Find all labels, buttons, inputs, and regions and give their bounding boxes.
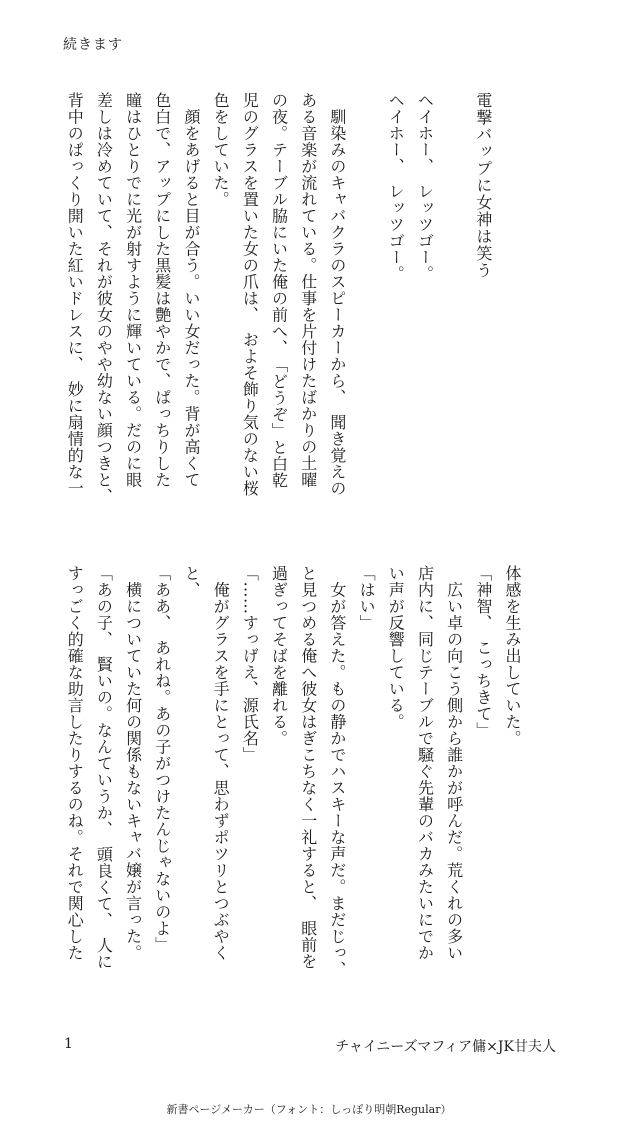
text-column: 馴染みのキャバクラのスピーカーから、 聞き覚えの [327, 92, 347, 497]
bottom-text-block [60, 565, 527, 995]
text-column: 「はい」 [357, 565, 377, 631]
text-column: い声が反響している。 [386, 565, 406, 730]
text-column: ある音楽が流れている。仕事を片付けたばかりの土曜 [298, 92, 318, 488]
text-column: 顔をあげると目が合う。いい女だった。背が高くて [181, 92, 201, 488]
text-column: 「あの子、 賢いの。なんていうか、 頭良くて、 人に [94, 565, 114, 970]
text-column: 広い卓の向こう側から誰かが呼んだ。荒くれの多い [444, 565, 464, 961]
text-column: すっごく的確な助言したりするのね。それで関心した [65, 565, 85, 961]
text-column: 児のグラスを置いた女の爪は、 およそ飾り気のない桜 [240, 92, 260, 497]
text-column: 色をしていた。 [211, 92, 231, 208]
text-column: ヘイホー、 レッツゴー。 [415, 92, 435, 282]
text-column [439, 92, 468, 520]
text-column [352, 92, 381, 520]
text-column: 横についていた何の関係もないキャバ嬢が言った。 [123, 565, 143, 961]
text-column: 女が答えた。もの静かでハスキーな声だ。まだじっ、 [327, 565, 347, 978]
top-text-block [60, 92, 498, 520]
page-number: 1 [64, 1036, 73, 1052]
text-column: 背中のぱっくり開いた紅いドレスに、 妙に扇情的な一 [65, 92, 85, 497]
text-column: の夜。テーブル脇にいた俺の前へ、 「どうぞ」と白乾 [269, 92, 289, 489]
text-column: 「ああ、 あれね。あの子がつけたんじゃないのよ」 [152, 565, 172, 953]
text-column: 瞳はひとりでに光が射すように輝いている。だのに眼 [123, 92, 143, 488]
text-column: 「……すっげえ、源氏名」 [240, 565, 260, 763]
text-column: ヘイホー、 レッツゴー。 [386, 92, 406, 282]
story-title: 電撃バップに女神は笑う [473, 92, 493, 279]
book-title: チャイニーズマフィア傭×JK甘夫人 [335, 1039, 556, 1055]
text-column: 「神智、 こっちきて」 [473, 565, 493, 739]
footer-credit: 新書ページメーカー（フォント：しっぽり明朝Regular） [166, 1103, 452, 1116]
text-column: 店内に、同じテーブルで騒ぐ先輩のバカみたいにでか [415, 565, 435, 961]
text-column: と見つめる俺へ彼女はぎこちなく一礼すると、 眼前を [298, 565, 318, 970]
text-column: 俺がグラスを手にとって、思わずポツリとつぶやく [211, 565, 231, 961]
text-column: 差しは冷めていて、それが彼女のやや幼ない顔つきと、 [94, 92, 114, 505]
text-column: 体感を生み出していた。 [503, 565, 522, 747]
text-column: と、 [181, 565, 201, 598]
continued-label: 続きます [63, 37, 123, 53]
text-column: 過ぎってそばを離れる。 [269, 565, 289, 747]
text-column: 色白で、アップにした黒髪は艶やかで、ぱっちりした [152, 92, 172, 488]
